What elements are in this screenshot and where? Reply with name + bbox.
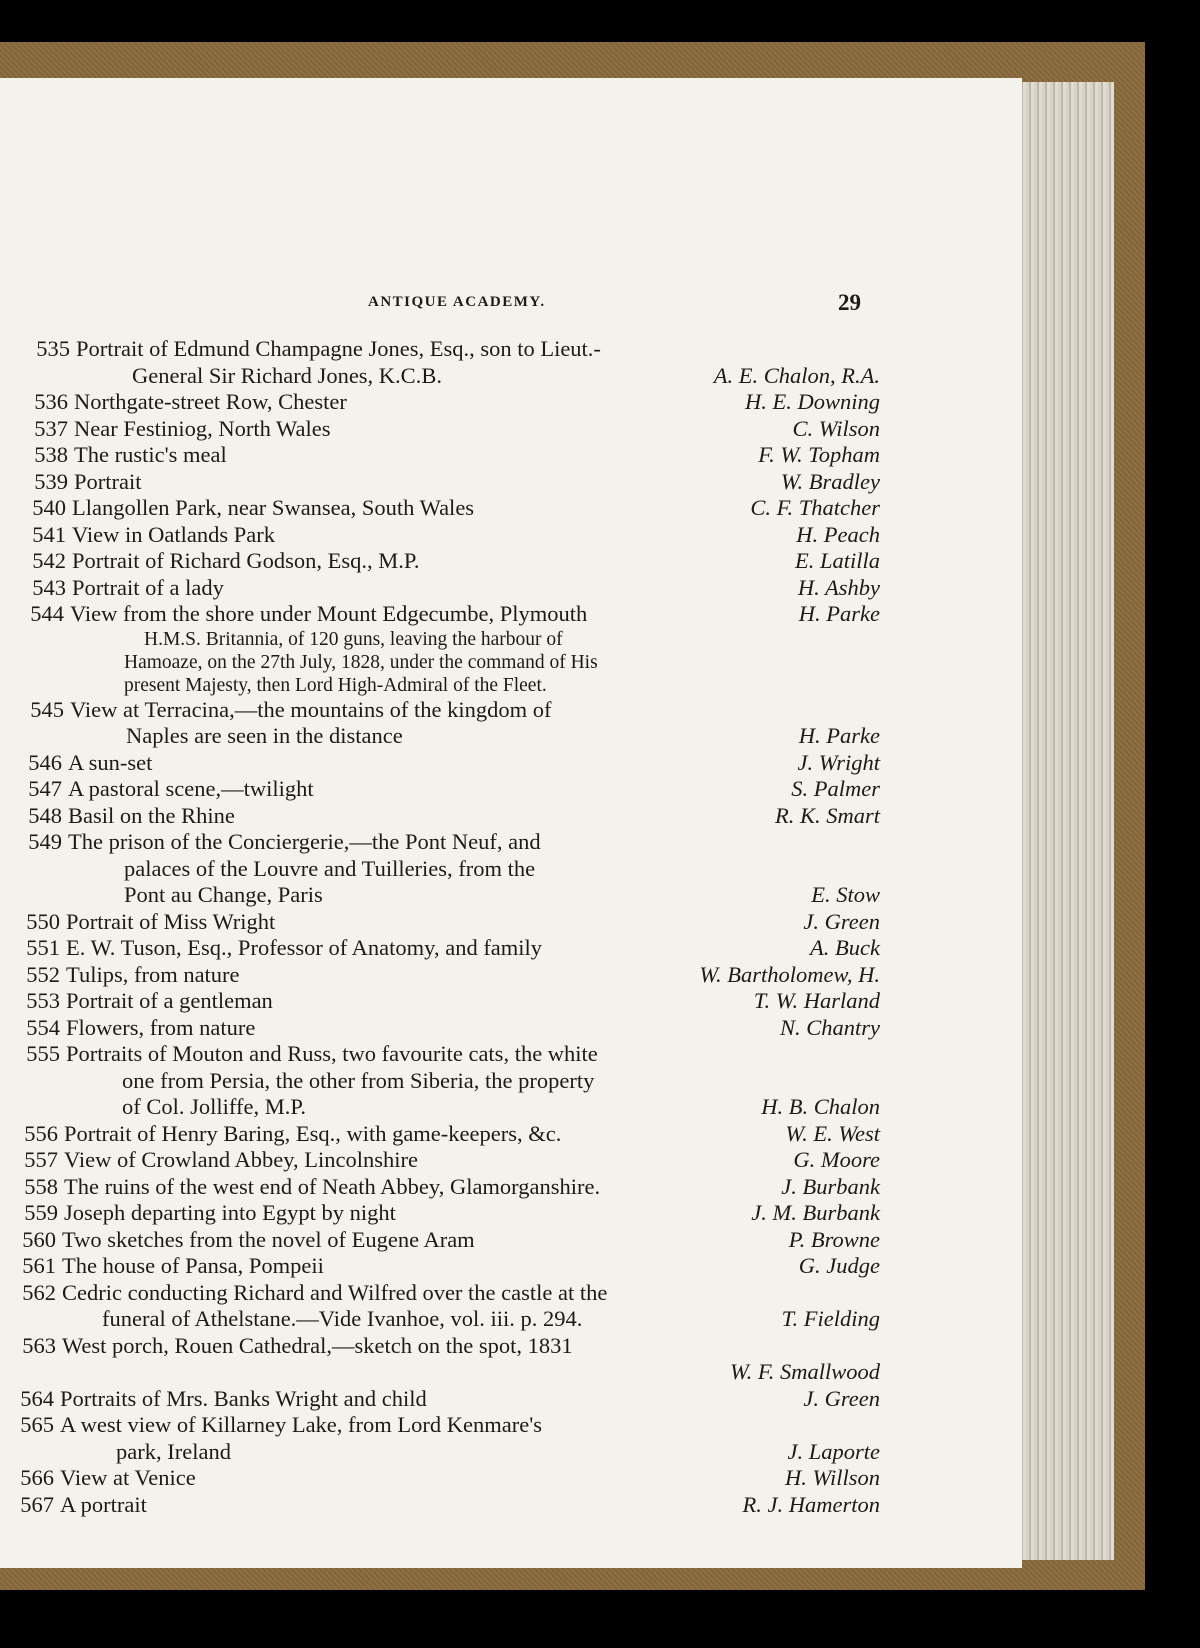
entry-number: 554 [26,1014,60,1040]
entry-title: Portrait of a lady [72,574,224,600]
catalogue-entry [18,442,880,469]
catalogue-entry [18,469,880,496]
entry-line [4,1492,880,1519]
entry-line [6,1333,880,1360]
entry-artist: J. M. Burbank [751,1200,880,1225]
entry-title: View of Crowland Abbey, Lincolnshire [64,1147,418,1172]
entry-title: Portraits of Mouton and Russ, two favourite cats, the white [66,1041,598,1066]
entry-number: 539 [34,468,68,494]
catalogue-entry [6,1227,880,1254]
catalogue-entry [16,522,880,549]
entry-artist: R. J. Hamerton [742,1491,880,1517]
entry-artist: F. W. Topham [758,442,880,467]
entry-line [6,1306,880,1333]
entry-number: 535 [36,336,70,361]
entry-indent [10,1068,60,1095]
entry-number: 538 [34,442,68,467]
entry-title: A west view of Killarney Lake, from Lord Kenmare's [60,1412,543,1437]
entry-title: The rustic's meal [74,442,227,467]
entry-artist: G. Judge [798,1253,880,1278]
catalogue-entry [4,1465,880,1492]
entry-line [14,723,880,750]
entry-number: 565 [20,1412,54,1437]
entry-title: palaces of the Louvre and Tuilleries, from the [124,855,536,881]
entry-number: 551 [26,935,60,960]
entry-line [10,935,880,962]
entry-title: E. W. Tuson, Esq., Professor of Anatomy, and family [66,935,543,960]
entry-indent [10,1094,60,1121]
entry-line [14,697,880,724]
entry-indent [4,1439,54,1466]
entry-number: 562 [22,1279,56,1305]
entry-title: Portraits of Mrs. Banks Wright and child [60,1385,427,1411]
catalogue-entry [12,776,880,803]
catalogue-entry [14,601,880,697]
entry-title: View in Oatlands Park [72,521,275,547]
entry-title: A sun-set [68,749,153,775]
entry-artist: W. Bartholomew, H. [699,961,880,987]
entry-number: 557 [24,1147,58,1172]
entry-line [4,1412,880,1439]
entry-artist: P. Browne [788,1226,880,1252]
entry-title: park, Ireland [116,1438,231,1464]
entry-title: The prison of the Conciergerie,—the Pont Neuf, and [68,829,541,854]
entry-artist: W. F. Smallwood [729,1359,880,1384]
entry-indent [14,723,64,750]
entry-line [8,1200,880,1227]
entry-title: A pastoral scene,—twilight [68,776,314,801]
entry-line [18,469,880,496]
entry-artist: H. Parke [798,601,880,626]
entry-number: 563 [22,1332,56,1358]
entry-artist: J. Wright [797,749,880,775]
entry-number: 556 [24,1120,58,1146]
entry-line [20,363,880,390]
entry-line [12,829,880,856]
entry-artist: H. Peach [796,521,880,547]
book-page [0,78,1022,1568]
entry-title: Portrait of Richard Godson, Esq., M.P. [72,548,420,573]
entry-title: Two sketches from the novel of Eugene Aram [62,1226,475,1252]
entry-number: 544 [30,601,64,626]
entry-artist: A. Buck [810,935,880,960]
entry-number: 537 [34,415,68,441]
entry-number: 567 [20,1491,54,1517]
entry-title: of Col. Jolliffe, M.P. [122,1094,306,1119]
catalogue-entry [8,1200,880,1227]
catalogue-entry [16,548,880,575]
page-number: 29 [838,290,861,315]
entry-line [12,750,880,777]
entry-artist: J. Burbank [781,1173,880,1199]
entry-number: 543 [32,574,66,600]
entry-line [18,442,880,469]
entry-title: View at Venice [60,1465,196,1490]
catalogue-entry [12,803,880,830]
entry-title: one from Persia, the other from Siberia, the property [122,1067,595,1093]
entry-artist: R. K. Smart [774,802,880,828]
entry-line [16,495,880,522]
catalogue-entry [10,1015,880,1042]
catalogue-entry [20,336,880,389]
entry-number: 541 [32,521,66,547]
catalogue-entry [10,962,880,989]
entry-line [10,988,880,1015]
entry-line [4,1465,880,1492]
entry-line [10,1041,880,1068]
entry-number: 540 [32,495,66,520]
entry-line [12,882,880,909]
catalogue-entry [4,1492,880,1519]
entry-artist: E. Latilla [794,548,880,573]
catalogue-entry [16,495,880,522]
catalogue-entry [8,1147,880,1174]
entry-line [18,389,880,416]
catalogue-entry [4,1386,880,1413]
entry-number: 560 [22,1226,56,1252]
entry-artist: E. Stow [811,882,880,907]
entry-note: H.M.S. Britannia, of 120 guns, leaving the harbour of [144,628,563,650]
entry-artist: H. Ashby [797,574,880,600]
running-title: ANTIQUE ACADEMY. [368,294,546,310]
entry-title: General Sir Richard Jones, K.C.B. [132,362,442,388]
entry-line [10,1094,880,1121]
page-edges [1010,82,1114,1560]
entry-artist: H. E. Downing [745,389,880,414]
entry-title [62,1359,724,1386]
entry-artist: H. Parke [798,723,880,748]
entry-note: present Majesty, then Lord High-Admiral of the Fleet. [124,674,547,696]
entry-title: Portrait of Miss Wright [66,908,276,934]
entry-number: 547 [28,776,62,801]
entry-line [12,856,880,883]
entry-number: 555 [26,1041,60,1066]
entry-indent [20,363,70,390]
entry-title: Near Festiniog, North Wales [74,415,331,441]
entry-title: Llangollen Park, near Swansea, South Wales [72,495,475,520]
entry-artist: W. E. West [785,1120,880,1146]
entry-note: Hamoaze, on the 27th July, 1828, under the command of His [124,651,598,673]
entry-title: Flowers, from nature [66,1014,256,1040]
catalogue-entry [6,1280,880,1333]
entry-artist: J. Green [803,908,880,934]
entry-artist: N. Chantry [779,1014,880,1040]
entry-title: Portrait of Edmund Champagne Jones, Esq., son to Lieut.- [76,336,601,361]
entry-line [12,776,880,803]
entry-number: 550 [26,908,60,934]
entry-artist: C. F. Thatcher [750,495,880,520]
entry-artist: S. Palmer [791,776,880,801]
entry-number: 552 [26,961,60,987]
catalogue-entry [14,697,880,750]
entry-number: 566 [20,1465,54,1490]
entry-title: View at Terracina,—the mountains of the kingdom of [70,696,552,722]
entry-line [8,1174,880,1201]
entry-line [20,336,880,363]
entry-number: 558 [24,1173,58,1199]
entry-artist: H. Willson [784,1465,880,1490]
entry-artist: T. Fielding [781,1306,880,1331]
entry-title: Naples are seen in the distance [126,723,403,748]
entry-title: Pont au Change, Paris [124,882,323,907]
catalogue-entry [6,1333,880,1386]
entry-indent [6,1359,56,1386]
entry-title: West porch, Rouen Cathedral,—sketch on the spot, 1831 [62,1332,573,1358]
entry-line [6,1359,880,1386]
catalogue-entry [18,389,880,416]
entry-title: Cedric conducting Richard and Wilfred over the castle at the [62,1279,608,1305]
entry-artist: W. Bradley [780,468,880,494]
entry-number: 542 [32,548,66,573]
entry-title: The ruins of the west end of Neath Abbey, Glamorganshire. [64,1173,601,1199]
entry-number: 536 [34,389,68,414]
catalogue-entry [10,935,880,962]
entry-title: Northgate-street Row, Chester [74,389,347,414]
entry-artist: H. B. Chalon [761,1094,880,1119]
entry-line [10,962,880,989]
entry-line [10,1068,880,1095]
entry-title: Portrait of Henry Baring, Esq., with game-keepers, &c. [64,1120,562,1146]
entry-line [18,416,880,443]
catalogue-entries [0,336,880,1518]
catalogue-entry [12,750,880,777]
entry-title: View from the shore under Mount Edgecumbe, Plymouth [70,601,588,626]
entry-line [8,1147,880,1174]
catalogue-entry [10,909,880,936]
entry-artist: G. Moore [793,1147,880,1172]
entry-title: Portrait [74,468,142,494]
entry-line [10,909,880,936]
entry-artist: J. Laporte [787,1438,880,1464]
entry-line [4,1439,880,1466]
catalogue-entry [10,1041,880,1121]
entry-line [6,1280,880,1307]
entry-title: A portrait [60,1491,147,1517]
catalogue-entry [4,1412,880,1465]
entry-number: 549 [28,829,62,854]
entry-line [4,1386,880,1413]
entry-title: Joseph departing into Egypt by night [64,1200,396,1225]
entry-line [14,601,880,628]
entry-artist: C. Wilson [792,415,880,441]
entry-line [10,1015,880,1042]
entry-line [6,1253,880,1280]
entry-line [16,548,880,575]
catalogue-entry [6,1253,880,1280]
entry-artist: J. Green [803,1385,880,1411]
entry-indent [6,1306,56,1333]
entry-indent [12,856,62,883]
entry-line [6,1227,880,1254]
catalogue-entry [12,829,880,909]
entry-artist: A. E. Chalon, R.A. [713,362,880,388]
entry-number: 559 [24,1200,58,1225]
entry-number: 546 [28,749,62,775]
catalogue-entry [18,416,880,443]
entry-number: 564 [20,1385,54,1411]
entry-title: Tulips, from nature [66,961,240,987]
entry-title: Portrait of a gentleman [66,988,273,1013]
entry-line [12,803,880,830]
entry-title: Basil on the Rhine [68,802,235,828]
entry-title: funeral of Athelstane.—Vide Ivanhoe, vol. iii. p. 294. [102,1306,583,1331]
catalogue-entry [8,1121,880,1148]
entry-indent [12,882,62,909]
entry-line [16,575,880,602]
entry-artist: T. W. Harland [753,988,880,1013]
entry-line [8,1121,880,1148]
entry-number: 553 [26,988,60,1013]
entry-number: 561 [22,1253,56,1278]
entry-line [16,522,880,549]
catalogue-entry [8,1174,880,1201]
catalogue-entry [16,575,880,602]
entry-title: The house of Pansa, Pompeii [62,1253,324,1278]
entry-number: 545 [30,696,64,722]
entry-number: 548 [28,802,62,828]
catalogue-entry [10,988,880,1015]
